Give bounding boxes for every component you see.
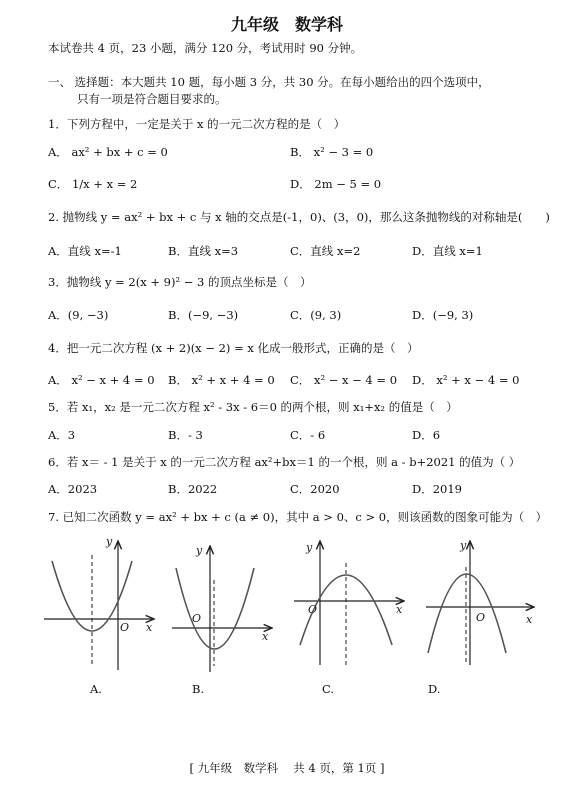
q6-option-a: A．2023 bbox=[48, 482, 98, 496]
q6-option-d: D．2019 bbox=[412, 482, 462, 496]
page-title: 九年级 数学科 bbox=[230, 15, 343, 34]
origin-label: O bbox=[308, 603, 318, 616]
y-label: y bbox=[106, 535, 113, 548]
question-6-stem: 6．若 x＝ - 1 是关于 x 的一元二次方程 ax²+bx＝1 的一个根，则 a - b+2021 的值为（ ） bbox=[48, 455, 521, 469]
question-4-stem: 4．把一元二次方程 (x + 2)(x − 2) = x 化成一般形式，正确的是（ ） bbox=[48, 341, 419, 355]
q2-option-c: C．直线 x=2 bbox=[290, 244, 361, 258]
q1-option-a: A． ax² + bx + c = 0 bbox=[48, 145, 168, 159]
graph-a bbox=[40, 535, 160, 675]
q3-option-b: B．(−9, −3) bbox=[168, 308, 239, 322]
x-label: x bbox=[396, 603, 403, 616]
y-label: y bbox=[460, 539, 467, 552]
parabola bbox=[176, 568, 254, 649]
parabola bbox=[428, 574, 506, 653]
q4-option-d: D． x² + x − 4 = 0 bbox=[412, 373, 520, 387]
q7-option-c: C. bbox=[322, 682, 335, 696]
q5-option-b: B．- 3 bbox=[168, 428, 203, 442]
origin-label: O bbox=[192, 612, 202, 625]
q3-option-d: D．(−9, 3) bbox=[412, 308, 474, 322]
q4-option-b: B． x² + x + 4 = 0 bbox=[168, 373, 275, 387]
section-heading-line2: 只有一项是符合题目要求的。 bbox=[77, 92, 227, 106]
y-label: y bbox=[196, 544, 203, 557]
y-label: y bbox=[306, 541, 313, 554]
graph-b bbox=[168, 540, 278, 675]
q1-option-d: D． 2m − 5 = 0 bbox=[290, 177, 382, 191]
q4-option-a: A． x² − x + 4 = 0 bbox=[48, 373, 155, 387]
q1-option-c: C． 1/x + x = 2 bbox=[48, 177, 138, 191]
q5-option-c: C．- 6 bbox=[290, 428, 326, 442]
q2-option-d: D．直线 x=1 bbox=[412, 244, 483, 258]
graph-c bbox=[290, 535, 410, 675]
origin-label: O bbox=[476, 611, 486, 624]
page-footer: [ 九年级 数学科 共 4 页，第 1页 ] bbox=[189, 761, 385, 775]
q2-option-b: B．直线 x=3 bbox=[168, 244, 239, 258]
q5-option-d: D．6 bbox=[412, 428, 441, 442]
question-3-stem: 3．抛物线 y = 2(x + 9)² − 3 的顶点坐标是（ ） bbox=[48, 275, 312, 289]
x-label: x bbox=[526, 613, 533, 626]
x-label: x bbox=[146, 621, 153, 634]
q7-option-d: D. bbox=[428, 682, 441, 696]
q1-option-b: B． x² − 3 = 0 bbox=[290, 145, 374, 159]
x-label: x bbox=[262, 630, 269, 643]
graph-d bbox=[422, 535, 542, 675]
question-1-stem: 1．下列方程中，一定是关于 x 的一元二次方程的是（ ） bbox=[48, 117, 346, 131]
q6-option-b: B．2022 bbox=[168, 482, 218, 496]
section-heading-line1: 一、 选择题：本大题共 10 题，每小题 3 分，共 30 分。在每小题给出的四个选项中， bbox=[48, 75, 490, 89]
origin-label: O bbox=[120, 621, 130, 634]
question-5-stem: 5．若 x₁，x₂ 是一元二次方程 x² - 3x - 6＝0 的两个根，则 x₁+x₂ 的值是（ ） bbox=[48, 400, 458, 414]
q5-option-a: A．3 bbox=[48, 428, 76, 442]
q6-option-c: C．2020 bbox=[290, 482, 340, 496]
q3-option-a: A．(9, −3) bbox=[48, 308, 109, 322]
exam-intro: 本试卷共 4 页，23 小题，满分 120 分，考试用时 90 分钟。 bbox=[48, 41, 363, 55]
q7-option-b: B. bbox=[192, 682, 205, 696]
q2-option-a: A．直线 x=-1 bbox=[48, 244, 122, 258]
q3-option-c: C．(9, 3) bbox=[290, 308, 342, 322]
question-7-stem: 7. 已知二次函数 y = ax² + bx + c (a ≠ 0)，其中 a > 0、c > 0，则该函数的图象可能为（ ） bbox=[48, 510, 548, 524]
q7-option-a: A. bbox=[90, 682, 102, 696]
q4-option-c: C． x² − x − 4 = 0 bbox=[290, 373, 398, 387]
question-2-stem: 2. 抛物线 y = ax² + bx + c 与 x 轴的交点是(-1，0)、(3，0)，那么这条抛物线的对称轴是( ) bbox=[48, 210, 550, 224]
